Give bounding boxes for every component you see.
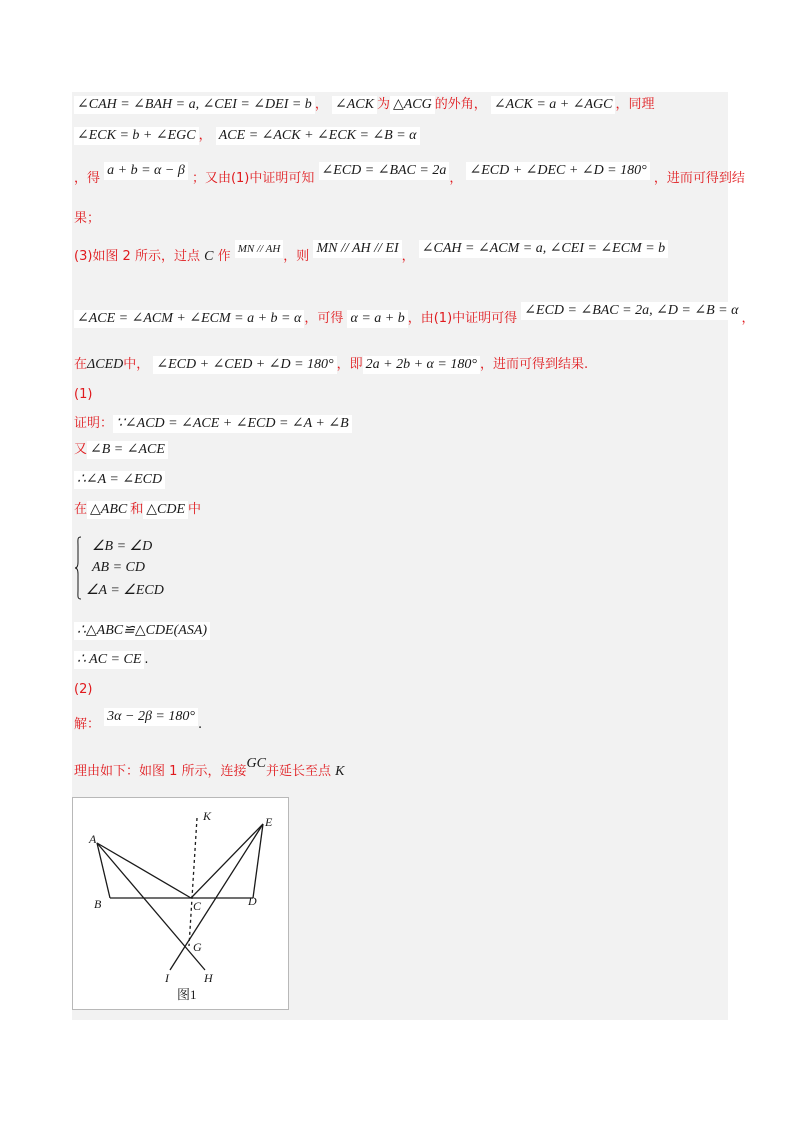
label-B: B	[94, 897, 102, 911]
reason-line: 理由如下：如图 1 所示，连接GC并延长至点 K	[74, 756, 345, 779]
math-expr: ∠CAH = ∠BAH = a, ∠CEI = ∠DEI = b	[74, 96, 315, 114]
math-expr: ∴△ABC≌△CDE(ASA)	[74, 622, 210, 640]
analysis-line-7: 在ΔCED中， ∠ECD + ∠CED + ∠D = 180° ，即 2a + 2b + α = 180° ，进而可得到结果.	[74, 357, 589, 372]
proof-line-1: 证明： ∵∠ACD = ∠ACE + ∠ECD = ∠A + ∠B	[74, 415, 352, 433]
label-A: A	[89, 832, 97, 846]
proof-line-4: 在 △ABC 和 △CDE 中	[74, 502, 202, 517]
label-I: I	[165, 971, 169, 985]
label-D: D	[248, 894, 257, 908]
label-E: E	[265, 815, 273, 829]
analysis-line-6: ∠ACE = ∠ACM + ∠ECM = a + b = α ，可得 α = a + b ，由(1)中证明可得 ∠ECD = ∠BAC = 2a, ∠D = ∠B = α，	[74, 310, 754, 328]
segment-EC	[191, 824, 263, 898]
segment-AC	[97, 843, 191, 898]
figure-caption: 图1	[177, 987, 197, 1002]
math-expr: 3α − 2β = 180°	[104, 708, 198, 726]
math-expr: △CDE	[143, 501, 188, 519]
left-brace-icon	[74, 536, 82, 600]
part1-label: (1)	[74, 387, 93, 402]
math-expr: K	[335, 764, 345, 779]
proof-line-2: 又 ∠B = ∠ACE	[74, 441, 168, 459]
math-expr: GC	[246, 756, 266, 771]
proof-line-3	[74, 471, 165, 489]
math-expr: ∠ACK	[332, 96, 377, 114]
congruence-line	[74, 622, 210, 640]
math-expr: MN // AH	[235, 240, 284, 258]
system-row-1: ∠B = ∠D	[92, 539, 153, 554]
math-expr: 2a + 2b + α = 180°	[363, 356, 480, 374]
math-expr: ∠ECD + ∠DEC + ∠D = 180°	[466, 162, 649, 180]
label-C: C	[193, 899, 202, 913]
math-expr: ∠B = ∠ACE	[87, 441, 168, 459]
math-expr: a + b = α − β	[104, 162, 188, 180]
label-G: G	[193, 940, 202, 954]
math-expr: ∵∠ACD = ∠ACE + ∠ECD = ∠A + ∠B	[113, 415, 352, 433]
math-expr: △ABC	[87, 501, 130, 519]
math-expr: ∠ACK = a + ∠AGC	[491, 96, 616, 114]
analysis-line-2: ∠ECK = b + ∠EGC ， ACE = ∠ACK + ∠ECK = ∠B = α	[74, 127, 420, 145]
analysis-line-1: ∠CAH = ∠BAH = a, ∠CEI = ∠DEI = b ， ∠ACK 为 △ACG 的外角， ∠ACK = a + ∠AGC ，同理	[74, 96, 655, 114]
math-expr: α = a + b	[347, 310, 407, 328]
math-expr: ACE = ∠ACK + ∠ECK = ∠B = α	[216, 127, 420, 145]
equation-system	[74, 534, 194, 604]
math-expr: ∴ AC = CE	[74, 651, 144, 669]
segment-ED	[253, 824, 263, 898]
analysis-line-5: (3)如图 2 所示，过点 C 作 MN // AH ，则 MN // AH // EI， ∠CAH = ∠ACM = a, ∠CEI = ∠ECM = b	[74, 248, 668, 266]
math-expr: ∠ECD = ∠BAC = 2a, ∠D = ∠B = α	[521, 302, 741, 320]
math-expr: ∠ACE = ∠ACM + ∠ECM = a + b = α	[74, 310, 304, 328]
math-expr: ∠CAH = ∠ACM = a, ∠CEI = ∠ECM = b	[419, 240, 668, 258]
system-row-2: AB = CD	[92, 560, 145, 575]
math-expr: ∴∠A = ∠ECD	[74, 471, 165, 489]
label-H: H	[204, 971, 213, 985]
dashed-GK	[189, 818, 197, 946]
conclusion-line: ∴ AC = CE .	[74, 651, 149, 669]
math-expr: ∠ECD + ∠CED + ∠D = 180°	[153, 356, 336, 374]
math-expr: ΔCED	[87, 357, 124, 372]
part2-label: (2)	[74, 682, 93, 697]
math-expr: ∠ECD = ∠BAC = 2a	[319, 162, 450, 180]
math-expr: C	[204, 249, 214, 264]
figure-1	[72, 797, 289, 1010]
analysis-line-4: 果；	[74, 211, 101, 226]
system-row-3: ∠A = ∠ECD	[86, 583, 164, 598]
analysis-line-3: ，得 a + b = α − β ；又由(1)中证明可知 ∠ECD = ∠BAC = 2a， ∠ECD + ∠DEC + ∠D = 180° ，进而可得到结	[74, 163, 745, 186]
math-expr: ∠ECK = b + ∠EGC	[74, 127, 199, 145]
label-K: K	[203, 809, 212, 823]
math-expr: △ACG	[390, 96, 435, 114]
segment-AH	[97, 843, 205, 970]
math-expr: MN // AH // EI	[313, 240, 401, 258]
geometry-diagram	[73, 798, 290, 1011]
answer-line: 解： 3α − 2β = 180°.	[74, 709, 203, 732]
